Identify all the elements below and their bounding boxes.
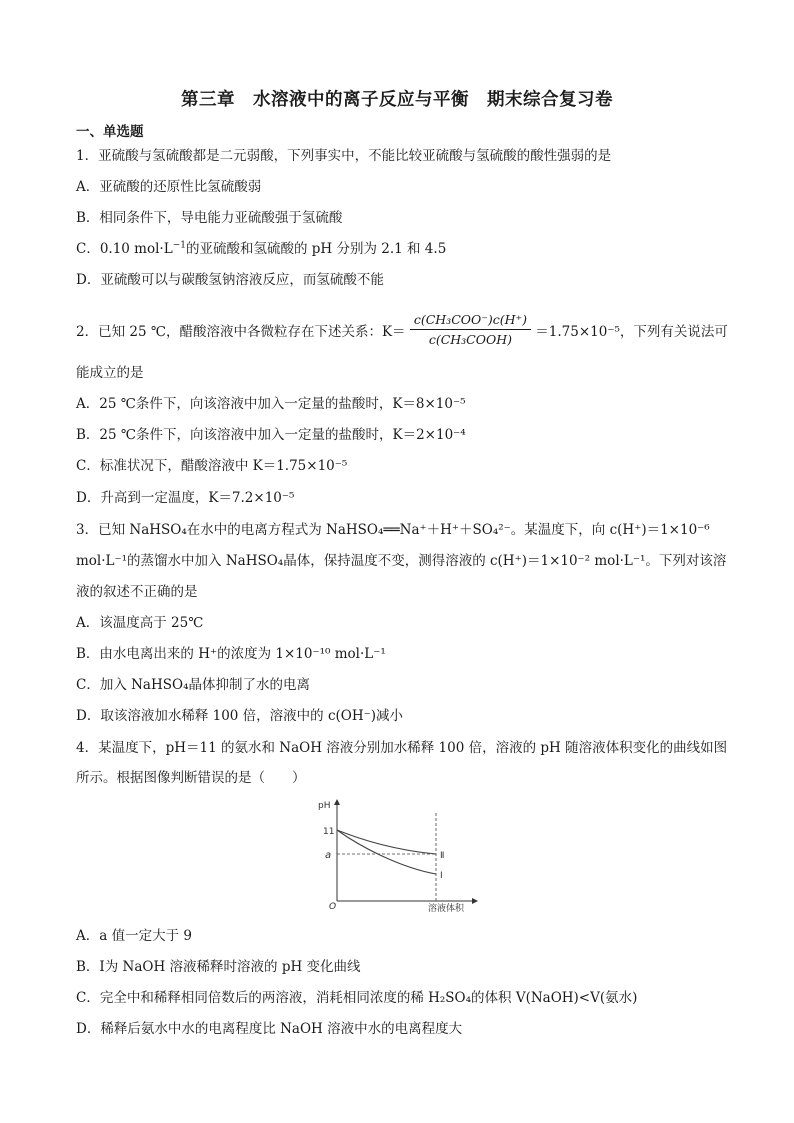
q4-stem-line2: 所示。根据图像判断错误的是（ ） (76, 770, 306, 786)
q2-stem-pre: 2．已知 25 ℃，醋酸溶液中各微粒存在下述关系：K＝ (76, 323, 406, 340)
curve-i-label: Ⅰ (440, 871, 443, 881)
page-title: 第三章 水溶液中的离子反应与平衡 期末综合复习卷 (181, 90, 613, 110)
origin-label: O (329, 902, 337, 912)
q1-option-c-post: 的亚硫酸和氢硫酸的 pH 分别为 2.1 和 4.5 (185, 241, 447, 257)
q3-option-b: B．由水电离出来的 H⁺的浓度为 1×10⁻¹⁰ mol·L⁻¹ (76, 646, 386, 662)
curve-ii-label: Ⅱ (440, 851, 445, 861)
y-axis-label: pH (318, 801, 331, 811)
q1-option-c-sup: −1 (172, 240, 186, 251)
q1-option-c (76, 239, 446, 259)
section-heading: 一、单选题 (76, 124, 144, 140)
q2-fraction-denominator: c(CH₃COOH) (428, 332, 513, 347)
q1-stem: 1．亚硫酸与氢硫酸都是二元弱酸，下列事实中，不能比较亚硫酸与氢硫酸的酸性强弱的是 (76, 148, 612, 164)
q2-option-c: C．标准状况下，醋酸溶液中 K＝1.75×10⁻⁵ (76, 458, 348, 474)
q4-option-d: D．稀释后氨水中水的电离程度比 NaOH 溶液中水的电离程度大 (76, 1021, 463, 1037)
q4-option-a: A．a 值一定大于 9 (76, 928, 192, 944)
q2-fraction-numerator: c(CH₃COO⁻)c(H⁺) (410, 312, 531, 330)
q4-option-b: B．Ⅰ为 NaOH 溶液稀释时溶液的 pH 变化曲线 (76, 959, 361, 975)
tick-11: 11 (323, 827, 335, 837)
q2-option-b: B．25 ℃条件下，向该溶液中加入一定量的盐酸时，K＝2×10⁻⁴ (76, 427, 466, 443)
q1-option-d: D．亚硫酸可以与碳酸氢钠溶液反应，而氢硫酸不能 (76, 272, 384, 288)
q3-option-d: D．取该溶液加水稀释 100 倍，溶液中的 c(OH⁻)减小 (76, 708, 404, 724)
q3-option-c: C．加入 NaHSO₄晶体抑制了水的电离 (76, 677, 310, 693)
q3-option-a: A．该温度高于 25℃ (76, 615, 204, 631)
curve-ii (337, 830, 436, 854)
x-axis-label: 溶液体积 (428, 904, 465, 914)
q1-option-a: A．亚硫酸的还原性比氢硫酸弱 (76, 179, 262, 195)
q3-stem-line1: 3．已知 NaHSO₄在水中的电离方程式为 NaHSO₄══Na⁺＋H⁺＋SO₄²⁻。某温度下，向 c(H⁺)＝1×10⁻⁶ (76, 522, 710, 538)
tick-a: a (325, 850, 332, 861)
q2-stem (76, 312, 728, 347)
q2-fraction (410, 312, 531, 347)
q1-option-c-pre: C．0.10 mol·L (76, 241, 173, 257)
q3-stem-line3: 液的叙述不正确的是 (76, 584, 198, 600)
q2-option-d: D．升高到一定温度，K＝7.2×10⁻⁵ (76, 490, 295, 506)
q2-stem-continued: 能成立的是 (76, 365, 144, 381)
q3-stem-line2: mol·L⁻¹的蒸馏水中加入 NaHSO₄晶体，保持温度不变，测得溶液的 c(H⁺)＝1×10⁻² mol·L⁻¹。下列对该溶 (76, 553, 727, 569)
q2-option-a: A．25 ℃条件下，向该溶液中加入一定量的盐酸时，K＝8×10⁻⁵ (76, 396, 466, 412)
q2-stem-post: ＝1.75×10⁻⁵，下列有关说法可 (535, 323, 728, 340)
ph-dilution-graph (312, 796, 482, 916)
q4-option-c: C．完全中和稀释相同倍数后的两溶液，消耗相同浓度的稀 H₂SO₄的体积 V(NaOH)<V(氨水) (76, 990, 638, 1006)
q4-stem-line1: 4．某温度下，pH＝11 的氨水和 NaOH 溶液分别加水稀释 100 倍，溶液的 pH 随溶液体积变化的曲线如图 (76, 740, 728, 756)
q1-option-b: B．相同条件下，导电能力亚硫酸强于氢硫酸 (76, 210, 343, 226)
